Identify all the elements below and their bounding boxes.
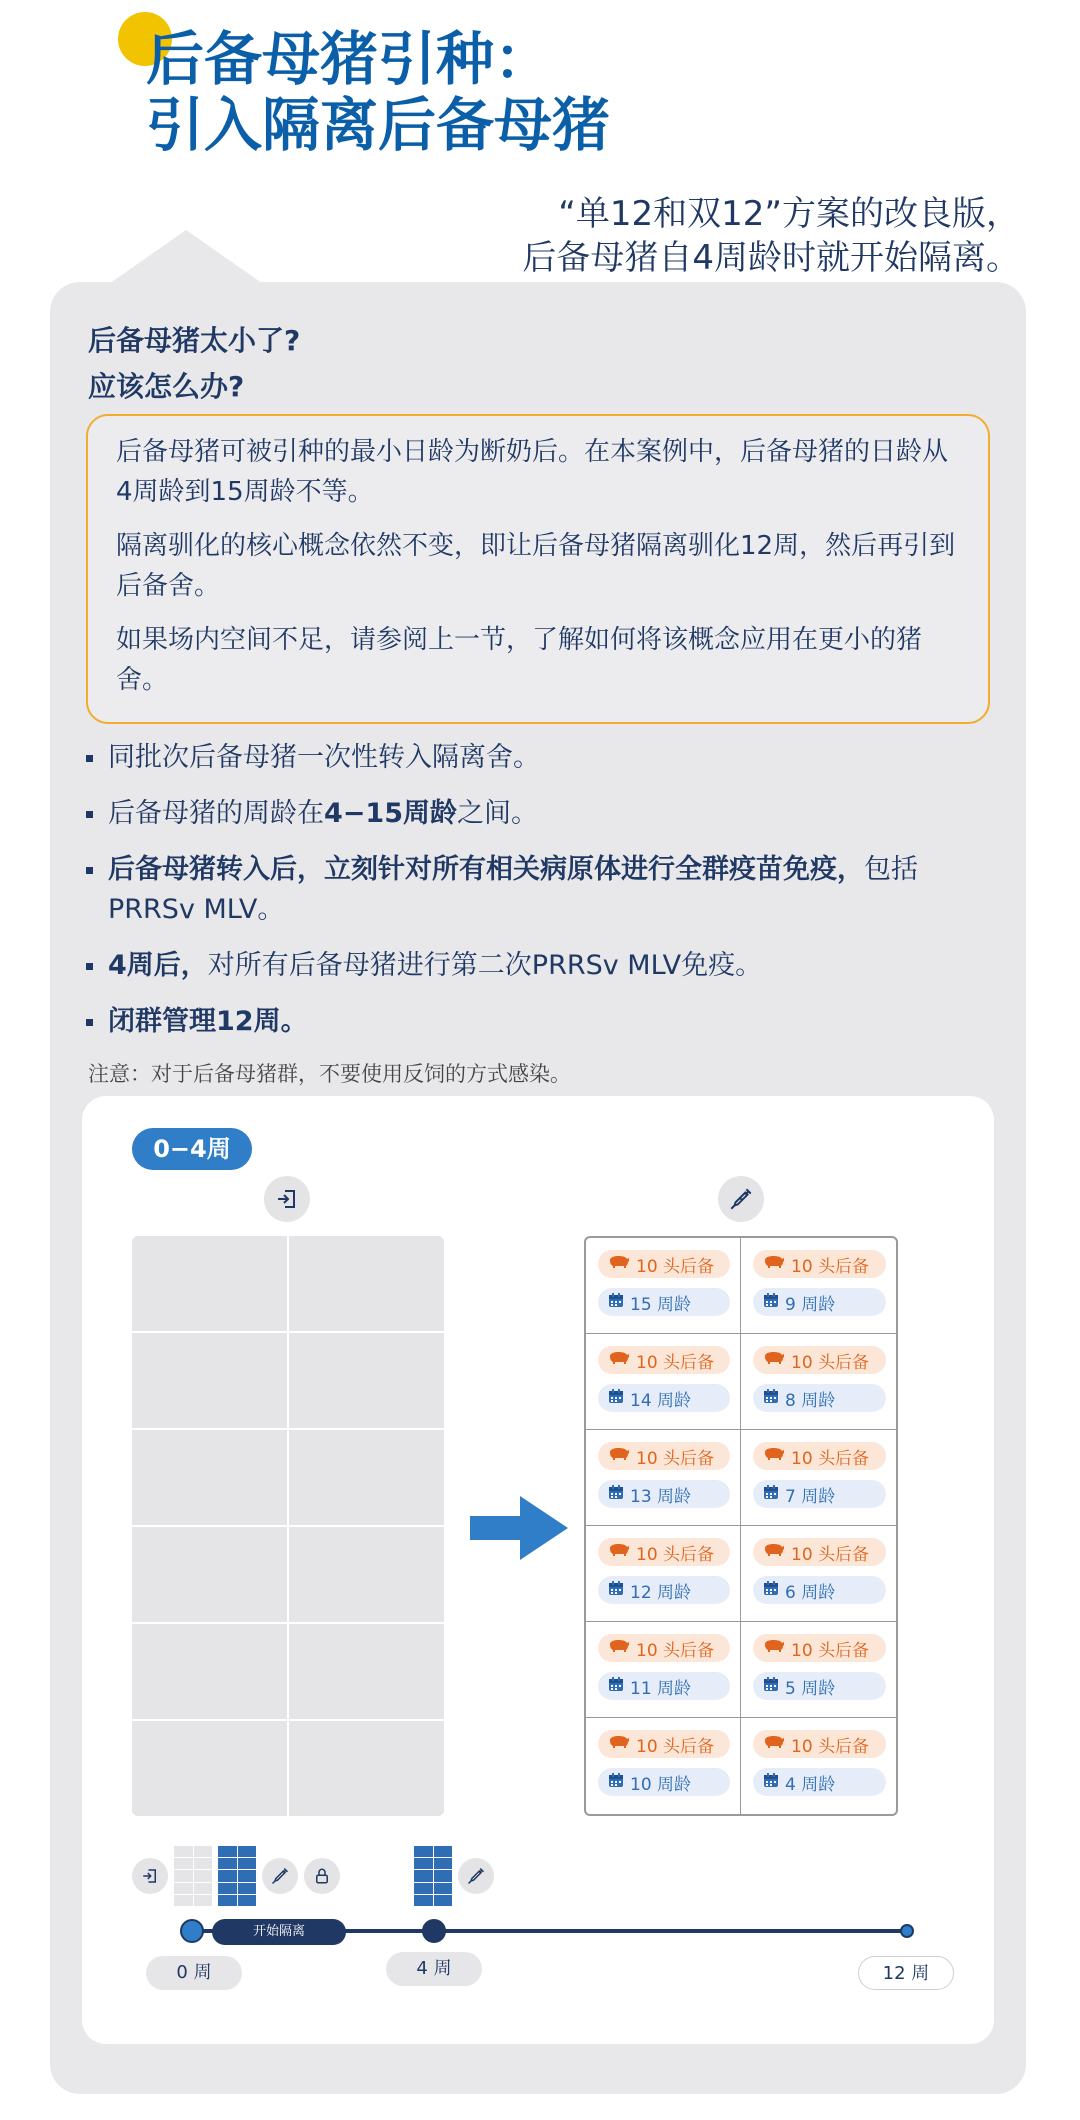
pen-age-text: 11 周龄	[630, 1678, 692, 1699]
mini-pen-empty	[174, 1846, 212, 1906]
pig-icon	[608, 1734, 636, 1754]
pen-age-tag	[753, 1288, 886, 1316]
pig-icon	[763, 1638, 791, 1658]
pen-count-text: 10 头后备	[636, 1544, 715, 1565]
pig-icon	[763, 1254, 791, 1274]
bullet-item	[84, 738, 1004, 778]
calendar-icon	[763, 1484, 785, 1505]
pen-count-text: 10 头后备	[636, 1736, 715, 1757]
pig-icon	[763, 1350, 791, 1370]
page-subtitle	[522, 192, 1020, 280]
pen-cell	[132, 1527, 287, 1622]
note-text: 注意：对于后备母猪群，不要使用反饲的方式感染。	[88, 1062, 571, 1086]
mini-pen-filled	[218, 1846, 256, 1906]
pen-cell	[132, 1333, 287, 1428]
bullet-bold: 4周后，	[108, 950, 208, 981]
pig-icon	[608, 1542, 636, 1562]
enter-icon	[132, 1858, 168, 1894]
right-arrow-icon	[470, 1496, 570, 1560]
pen-cell	[741, 1238, 896, 1334]
pig-icon	[608, 1254, 636, 1274]
pen-cell	[586, 1334, 741, 1430]
pen-cell	[132, 1430, 287, 1525]
bullet-bold: 后备母猪转入后，立刻针对所有相关病原体进行全群疫苗免疫，	[108, 854, 864, 885]
bullet-text: 同批次后备母猪一次性转入隔离舍。	[108, 742, 540, 773]
pen-cell	[586, 1430, 741, 1526]
pen-cell	[289, 1527, 444, 1622]
info-box	[86, 414, 990, 724]
pen-count-tag	[598, 1442, 730, 1470]
pen-cell	[586, 1238, 741, 1334]
bullet-item	[84, 794, 1004, 834]
bullet-text: 包括PRRSv MLV。	[108, 854, 918, 925]
pen-age-text: 4 周龄	[785, 1774, 836, 1795]
pen-age-text: 14 周龄	[630, 1390, 692, 1411]
bullet-text: 之间。	[456, 798, 538, 829]
pen-age-text: 5 周龄	[785, 1678, 836, 1699]
pen-age-tag	[753, 1480, 886, 1508]
pen-age-tag	[598, 1576, 730, 1604]
calendar-icon	[608, 1388, 630, 1409]
bullet-bold: 闭群管理12周。	[108, 1006, 308, 1037]
pen-count-text: 10 头后备	[791, 1352, 870, 1373]
week-4-label: 4 周	[386, 1952, 482, 1986]
calendar-icon	[608, 1484, 630, 1505]
subtitle-line-1: “单12和双12”方案的改良版，	[558, 194, 1020, 234]
pen-age-tag	[753, 1672, 886, 1700]
pen-age-text: 15 周龄	[630, 1294, 692, 1315]
pen-count-tag	[753, 1634, 886, 1662]
title-line-2: 引入隔离后备母猪	[146, 91, 611, 159]
timeline-dot-4	[422, 1919, 446, 1943]
pen-count-tag	[753, 1346, 886, 1374]
mini-pen-filled	[414, 1846, 452, 1906]
pen-cell	[289, 1624, 444, 1719]
timeline-start-icons	[132, 1846, 340, 1906]
bullet-item	[84, 946, 1004, 986]
page-title	[146, 26, 610, 158]
panel-notch	[106, 230, 266, 286]
pen-age-text: 7 周龄	[785, 1486, 836, 1507]
pen-count-text: 10 头后备	[636, 1448, 715, 1469]
pen-cell	[289, 1236, 444, 1331]
pen-age-tag	[753, 1768, 886, 1796]
info-paragraph-3: 如果场内空间不足，请参阅上一节，了解如何将该概念应用在更小的猪舍。	[116, 625, 923, 695]
pen-count-text: 10 头后备	[791, 1640, 870, 1661]
question-line-2: 应该怎么办?	[88, 370, 245, 403]
pen-age-tag	[598, 1384, 730, 1412]
syringe-icon	[718, 1176, 764, 1222]
pen-age-tag	[598, 1288, 730, 1316]
pen-age-text: 10 周龄	[630, 1774, 692, 1795]
calendar-icon	[608, 1292, 630, 1313]
pen-cell	[289, 1430, 444, 1525]
enter-icon	[264, 1176, 310, 1222]
pen-cell	[289, 1721, 444, 1816]
pen-age-text: 12 周龄	[630, 1582, 692, 1603]
syringe-icon	[262, 1858, 298, 1894]
pen-age-tag	[598, 1480, 730, 1508]
pig-icon	[608, 1350, 636, 1370]
filled-pen-grid	[584, 1236, 898, 1816]
pen-cell	[289, 1333, 444, 1428]
bullet-item	[84, 1002, 1004, 1042]
pen-cell	[741, 1526, 896, 1622]
pen-count-text: 10 头后备	[791, 1448, 870, 1469]
timeline-dot-0	[180, 1919, 204, 1943]
pen-count-tag	[753, 1730, 886, 1758]
timeline-dot-12	[900, 1924, 914, 1938]
syringe-icon	[458, 1858, 494, 1894]
calendar-icon	[608, 1580, 630, 1601]
calendar-icon	[763, 1388, 785, 1409]
info-paragraph-2: 隔离驯化的核心概念依然不变，即让后备母猪隔离驯化12周，然后再引到后备舍。	[116, 531, 956, 601]
pen-cell	[132, 1236, 287, 1331]
start-isolation-pill: 开始隔离	[212, 1919, 346, 1945]
pen-cell	[741, 1334, 896, 1430]
timeline-week4-icons	[414, 1846, 494, 1906]
pen-cell	[586, 1526, 741, 1622]
pen-cell	[132, 1721, 287, 1816]
calendar-icon	[608, 1772, 630, 1793]
pen-cell	[741, 1622, 896, 1718]
pen-cell	[741, 1718, 896, 1814]
calendar-icon	[763, 1292, 785, 1313]
pen-cell	[132, 1624, 287, 1719]
calendar-icon	[608, 1676, 630, 1697]
pen-count-text: 10 头后备	[636, 1640, 715, 1661]
pen-count-tag	[753, 1442, 886, 1470]
title-line-1: 后备母猪引种：	[146, 25, 553, 93]
pen-count-text: 10 头后备	[636, 1256, 715, 1277]
pen-count-text: 10 头后备	[791, 1256, 870, 1277]
pig-icon	[608, 1446, 636, 1466]
calendar-icon	[763, 1676, 785, 1697]
pen-age-tag	[753, 1576, 886, 1604]
pen-count-text: 10 头后备	[791, 1736, 870, 1757]
empty-pen-grid	[132, 1236, 444, 1816]
bullet-bold: 4−15周龄	[324, 798, 457, 829]
pen-age-tag	[598, 1768, 730, 1796]
pen-count-text: 10 头后备	[636, 1352, 715, 1373]
calendar-icon	[763, 1580, 785, 1601]
pen-age-text: 6 周龄	[785, 1582, 836, 1603]
bullet-item	[84, 850, 1004, 930]
pig-icon	[763, 1542, 791, 1562]
lock-icon	[304, 1858, 340, 1894]
pen-cell	[741, 1430, 896, 1526]
pen-age-tag	[753, 1384, 886, 1412]
pen-age-tag	[598, 1672, 730, 1700]
pen-count-tag	[598, 1634, 730, 1662]
bullet-list	[84, 738, 1004, 1058]
pen-count-tag	[598, 1538, 730, 1566]
pen-age-text: 8 周龄	[785, 1390, 836, 1411]
week-12-label: 12 周	[858, 1956, 954, 1990]
calendar-icon	[763, 1772, 785, 1793]
info-paragraph-1: 后备母猪可被引种的最小日龄为断奶后。在本案例中，后备母猪的日龄从4周龄到15周龄不等。	[116, 437, 949, 507]
pig-icon	[763, 1734, 791, 1754]
bullet-text: 对所有后备母猪进行第二次PRRSv MLV免疫。	[207, 950, 763, 981]
pen-count-text: 10 头后备	[791, 1544, 870, 1565]
question-line-1: 后备母猪太小了?	[88, 324, 301, 357]
pen-count-tag	[753, 1250, 886, 1278]
pen-age-text: 13 周龄	[630, 1486, 692, 1507]
pig-icon	[608, 1638, 636, 1658]
pen-count-tag	[598, 1346, 730, 1374]
bullet-text: 后备母猪的周龄在	[108, 798, 324, 829]
subtitle-line-2: 后备母猪自4周龄时就开始隔离。	[522, 238, 1020, 278]
pen-cell	[586, 1622, 741, 1718]
pen-count-tag	[598, 1730, 730, 1758]
pen-count-tag	[598, 1250, 730, 1278]
pen-cell	[586, 1718, 741, 1814]
week-0-label: 0 周	[146, 1956, 242, 1990]
pen-count-tag	[753, 1538, 886, 1566]
week-range-pill: 0−4周	[132, 1128, 252, 1170]
pig-icon	[763, 1446, 791, 1466]
pen-age-text: 9 周龄	[785, 1294, 836, 1315]
question-heading	[88, 318, 300, 410]
